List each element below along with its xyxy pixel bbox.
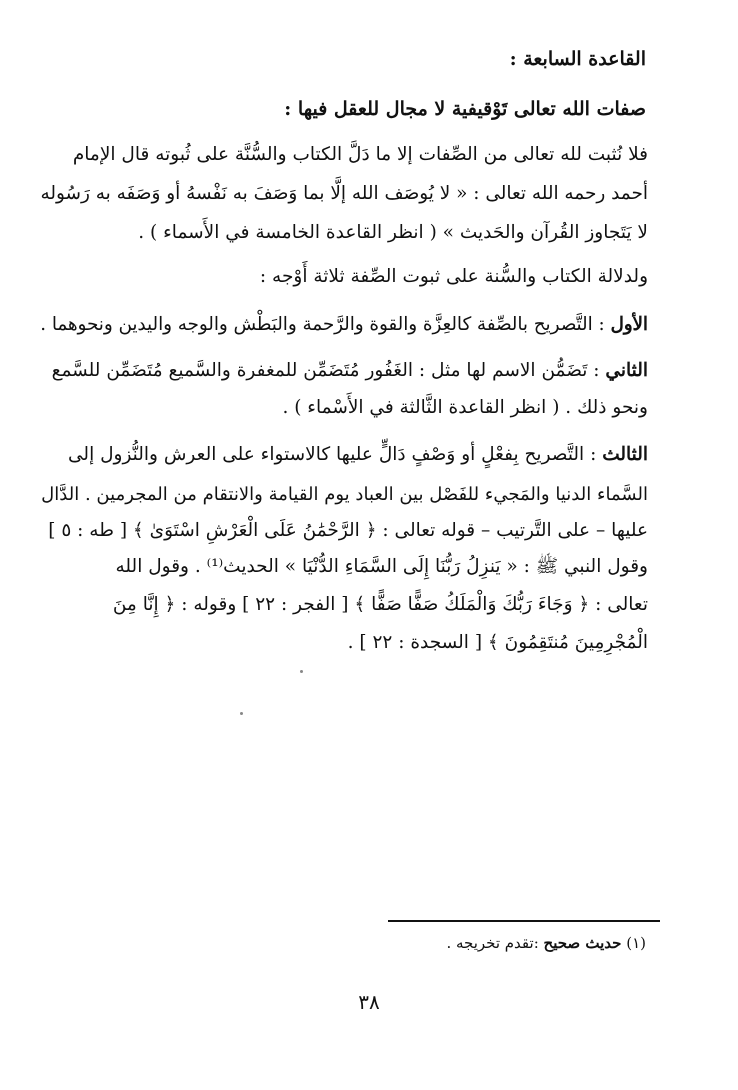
aspect-label: الثالث bbox=[602, 444, 648, 465]
paragraph-line: ونحو ذلك . ( انظر القاعدة الثَّالثة في الأَسْماء ) . bbox=[282, 397, 648, 418]
aspect-text: : التَّصريح بالصِّفة كالعِزَّة والقوة والرَّحمة والبَطْش والوجه واليدين ونحوهما . bbox=[40, 314, 611, 335]
footnote-separator bbox=[388, 920, 660, 922]
aspect-label: الأول bbox=[610, 314, 648, 335]
aspect-label: الثاني bbox=[605, 360, 648, 381]
aspect-third bbox=[68, 446, 648, 465]
aspect-first bbox=[40, 316, 648, 334]
intro-line: ولدلالة الكتاب والسُّنة على ثبوت الصِّفة ثلاثة أَوْجه : bbox=[259, 266, 648, 287]
aspect-second bbox=[52, 362, 648, 381]
paragraph-line: عليها – على التَّرتيب – قوله تعالى : ﴿ الرَّحْمَٰنُ عَلَى الْعَرْشِ اسْتَوَىٰ ﴾ [ طه : ٥ ] bbox=[48, 520, 648, 541]
footnote bbox=[446, 936, 646, 951]
page-number: ٣٨ bbox=[358, 990, 380, 1014]
paragraph-line: فلا نُثبت لله تعالى من الصِّفات إلا ما دَلَّ الكتاب والسُّنَّة على ثُبوته قال الإمام bbox=[72, 144, 648, 165]
paragraph-line: السَّماء الدنيا والمَجيء للفَصْل بين العباد يوم القيامة والانتقام من المجرمين . الدَّال bbox=[41, 484, 648, 505]
section-heading: صفات الله تعالى تَوْقيفية لا مجال للعقل فيها : bbox=[284, 98, 646, 120]
rule-heading: القاعدة السابعة : bbox=[509, 48, 646, 70]
paragraph-line: لا يَتَجاوز القُرآن والحَديث » ( انظر القاعدة الخامسة في الأَسماء ) . bbox=[138, 222, 648, 243]
paragraph-line: وقول النبي ﷺ : « يَنزِلُ رَبُّنَا إِلَى السَّمَاءِ الدُّنْيَا » الحديث⁽¹⁾ . وقول الله bbox=[115, 556, 648, 577]
paragraph-line: أحمد رحمه الله تعالى : « لا يُوصَف الله إلَّا بما وَصَفَ به نَفْسهُ أو وَصَفَه به رَسُوله bbox=[40, 183, 648, 204]
paragraph-line: تعالى : ﴿ وَجَاءَ رَبُّكَ وَالْمَلَكُ صَفًّا صَفًّا ﴾ [ الفجر : ٢٢ ] وقوله : ﴿ إِنَّا مِنَ bbox=[112, 594, 648, 615]
scan-speck bbox=[300, 670, 303, 673]
footnote-label: حديث صحيح bbox=[543, 934, 622, 952]
footnote-text: :تقدم تخريجه . bbox=[446, 934, 544, 952]
aspect-text: : التَّصريح بِفعْلٍ أو وَصْفٍ دَالٍّ عليها كالاستواء على العرش والنُّزول إلى bbox=[68, 444, 603, 465]
scan-speck bbox=[240, 712, 243, 715]
aspect-text: : تَضَمُّن الاسم لها مثل : الغَفُور مُتَضَمِّن للمغفرة والسَّميع مُتَضَمِّن للسَّمع bbox=[51, 360, 606, 381]
footnote-number: (١) bbox=[626, 934, 646, 952]
paragraph-line: الْمُجْرِمِينَ مُنتَقِمُونَ ﴾ [ السجدة : ٢٢ ] . bbox=[347, 632, 648, 653]
